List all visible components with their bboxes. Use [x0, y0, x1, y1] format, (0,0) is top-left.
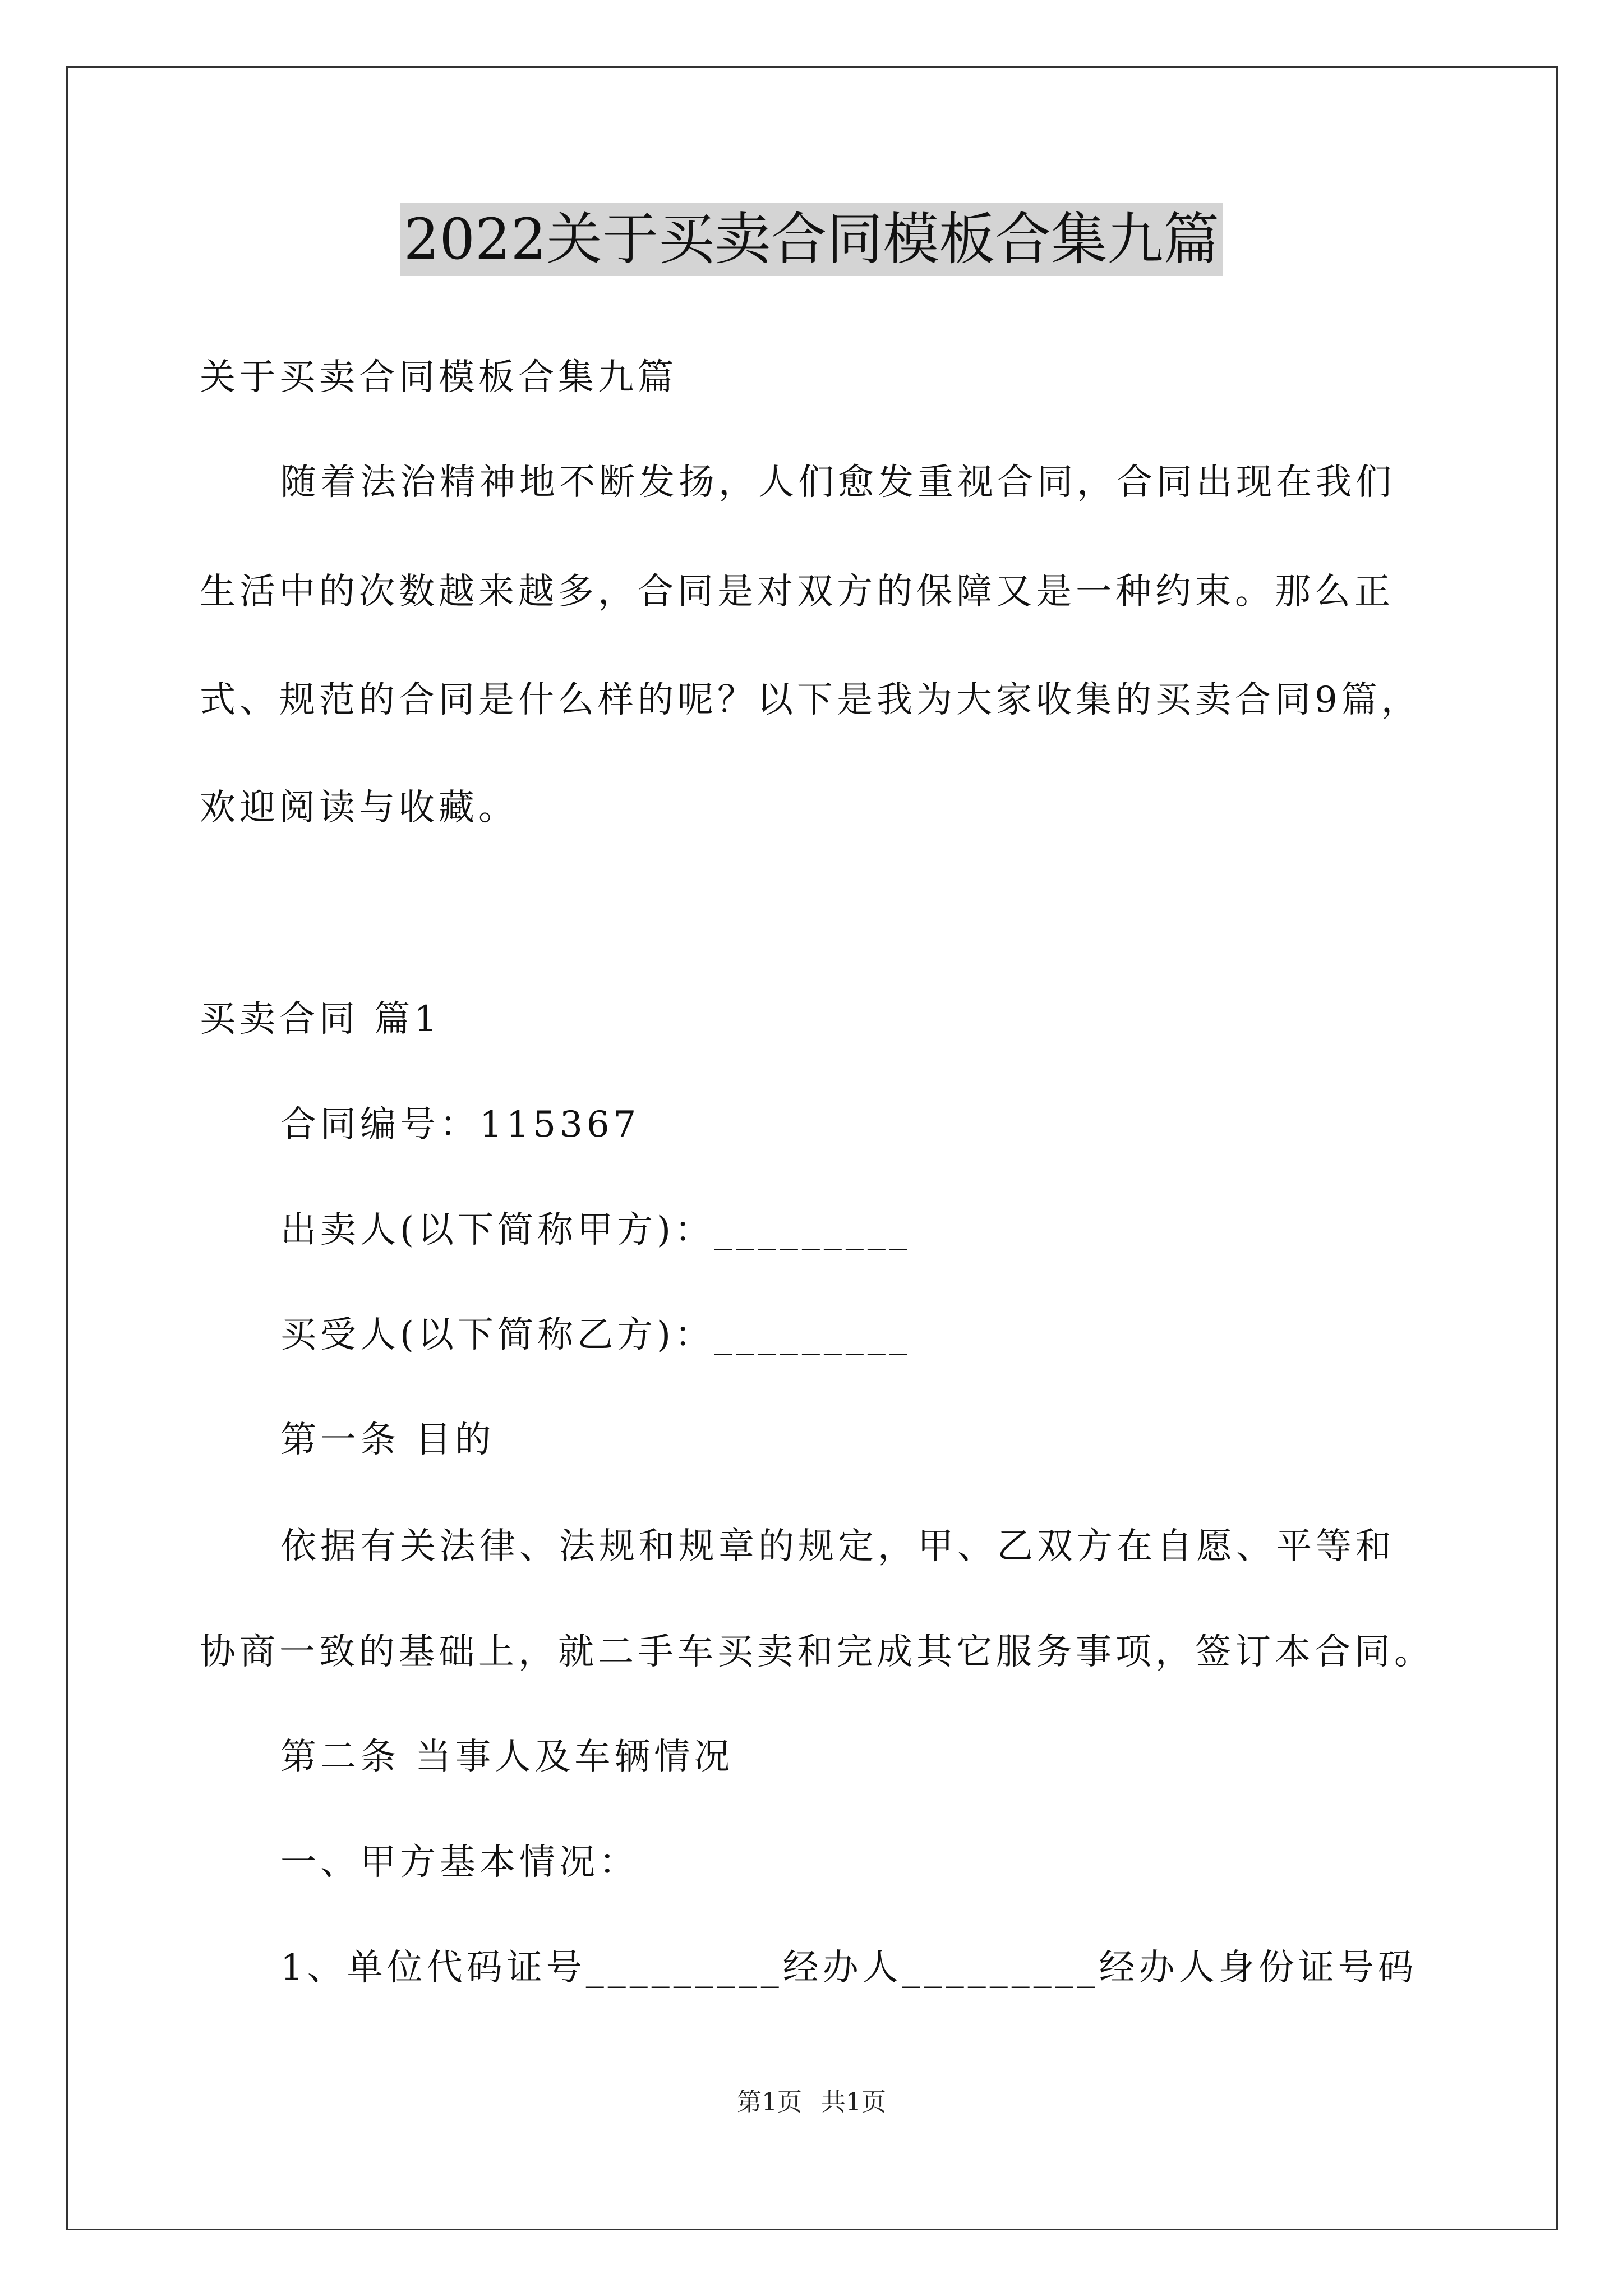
article1-heading: 第一条 目的 [280, 1419, 495, 1461]
section-heading: 买卖合同 篇1 [200, 999, 441, 1040]
document-subtitle: 关于买卖合同模板合集九篇 [200, 357, 677, 398]
intro-line-2: 生活中的次数越来越多，合同是对双方的保障又是一种约束。那么正 [200, 571, 1394, 613]
page-footer: 第1页 共1页 [737, 2088, 886, 2116]
seller-line: 出卖人(以下简称甲方)：_________ [280, 1209, 911, 1251]
party-a-heading: 一、甲方基本情况： [280, 1842, 639, 1883]
intro-line-1: 随着法治精神地不断发扬，人们愈发重视合同，合同出现在我们 [280, 462, 1395, 503]
buyer-line: 买受人(以下简称乙方)：_________ [280, 1314, 911, 1356]
article2-heading: 第二条 当事人及车辆情况 [280, 1736, 734, 1778]
document-title: 2022关于买卖合同模板合集九篇 [400, 203, 1223, 276]
intro-line-3: 式、规范的合同是什么样的呢？以下是我为大家收集的买卖合同9篇， [200, 679, 1421, 721]
contract-number: 合同编号：115367 [280, 1104, 640, 1145]
intro-line-4: 欢迎阅读与收藏。 [200, 787, 518, 829]
article1-line-2: 协商一致的基础上，就二手车买卖和完成其它服务事项，签订本合同。 [200, 1631, 1434, 1673]
title-container [0, 203, 1623, 276]
item1-line: 1、单位代码证号_________经办人_________经办人身份证号码 [280, 1947, 1418, 1989]
article1-line-1: 依据有关法律、法规和规章的规定，甲、乙双方在自愿、平等和 [280, 1526, 1395, 1567]
